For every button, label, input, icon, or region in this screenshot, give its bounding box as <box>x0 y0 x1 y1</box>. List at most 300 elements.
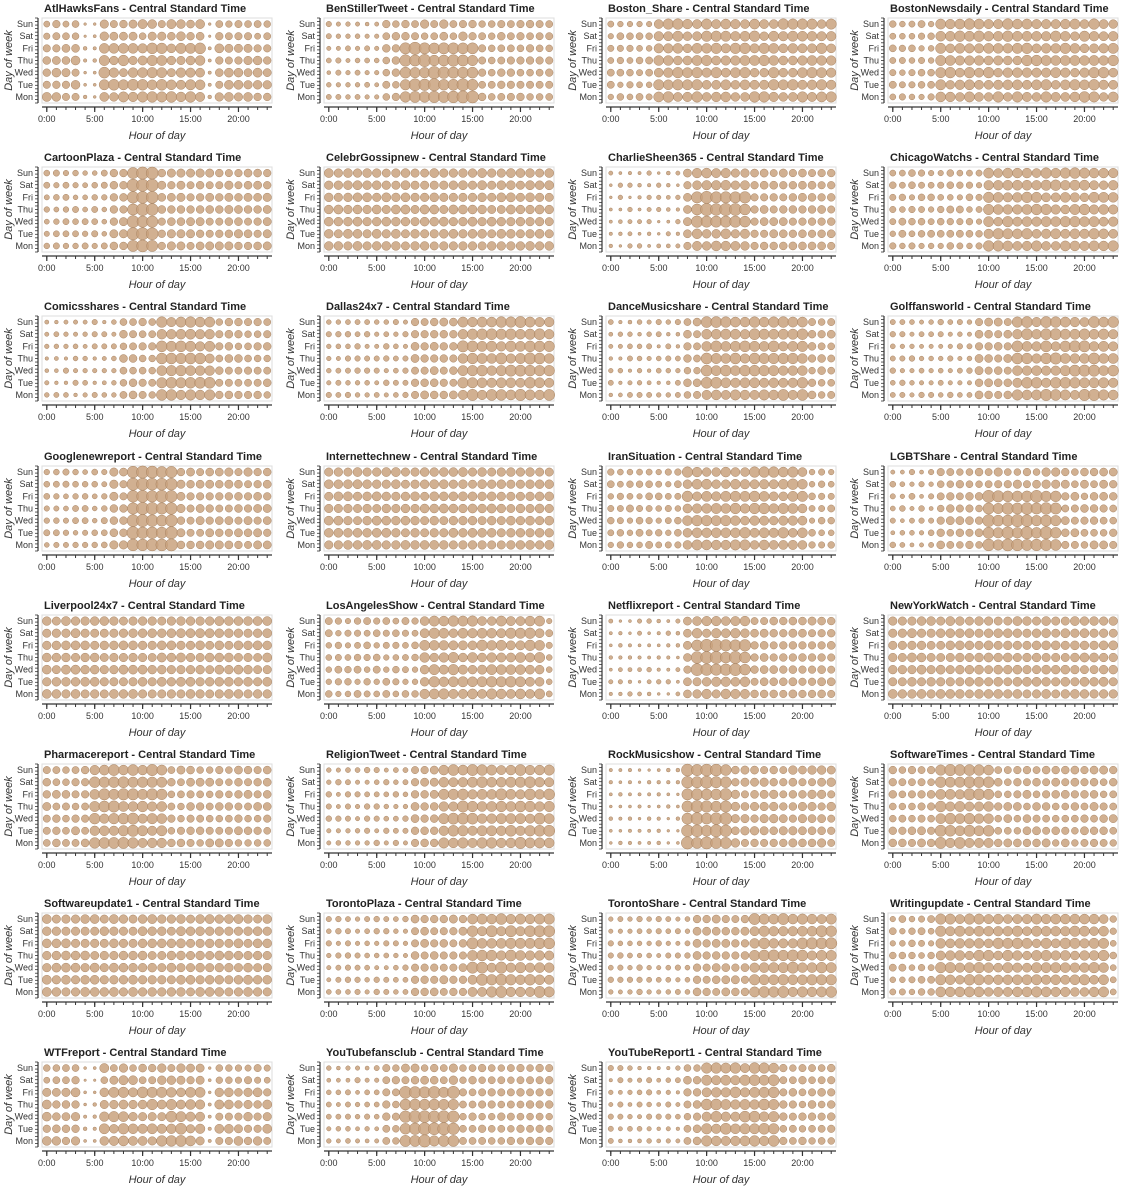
data-bubble <box>994 169 1003 178</box>
data-bubble <box>382 242 391 251</box>
data-bubble <box>928 170 934 176</box>
data-bubble <box>789 677 797 685</box>
data-bubble <box>1080 468 1088 476</box>
data-bubble <box>54 207 59 212</box>
data-bubble <box>740 491 750 501</box>
x-tick-label: 5:00 <box>649 412 668 423</box>
data-bubble <box>828 541 835 548</box>
data-bubble <box>506 689 515 698</box>
data-bubble <box>1013 205 1023 215</box>
data-bubble <box>676 619 680 623</box>
data-bubble <box>993 80 1002 89</box>
data-bubble <box>420 652 430 662</box>
data-bubble <box>1081 541 1088 548</box>
data-bubble <box>1109 342 1118 351</box>
data-bubble <box>1079 204 1090 215</box>
data-bubble <box>186 366 196 376</box>
data-bubble <box>401 230 409 238</box>
data-bubble <box>628 183 633 188</box>
data-bubble <box>139 368 146 375</box>
data-bubble <box>363 181 372 190</box>
x-axis-label: Hour of day <box>974 130 1032 142</box>
y-tick-label: Sat <box>19 628 33 639</box>
data-bubble <box>73 493 79 499</box>
data-bubble <box>363 169 372 178</box>
data-bubble <box>206 230 213 237</box>
data-bubble <box>1032 480 1040 488</box>
data-bubble <box>984 665 992 673</box>
data-bubble <box>1050 353 1061 364</box>
data-bubble <box>957 195 963 201</box>
data-bubble <box>458 467 467 476</box>
data-bubble <box>263 45 271 53</box>
data-bubble <box>673 43 683 53</box>
data-bubble <box>147 802 156 811</box>
y-tick-label: Mon <box>297 91 315 102</box>
data-bubble <box>185 92 196 103</box>
data-bubble <box>740 55 750 65</box>
data-bubble <box>789 182 797 190</box>
data-bubble <box>799 218 807 226</box>
data-bubble <box>92 243 98 249</box>
data-bubble <box>957 344 963 350</box>
data-bubble <box>53 779 60 786</box>
data-bubble <box>827 218 835 226</box>
data-bubble <box>206 803 213 810</box>
data-bubble <box>818 169 826 177</box>
data-bubble <box>890 481 896 487</box>
data-bubble <box>731 31 741 41</box>
data-bubble <box>608 94 614 100</box>
data-bubble <box>929 332 934 337</box>
data-bubble <box>487 217 496 226</box>
data-bubble <box>545 57 552 64</box>
chart-title: Internettechnew - Central Standard Time <box>326 450 538 463</box>
data-bubble <box>1003 665 1012 674</box>
data-bubble <box>760 194 768 202</box>
data-bubble <box>459 516 468 525</box>
data-bubble <box>1050 180 1061 191</box>
data-bubble <box>459 242 468 251</box>
data-bubble <box>468 480 476 488</box>
data-bubble <box>43 815 50 822</box>
data-bubble <box>365 345 369 349</box>
data-bubble <box>412 667 418 673</box>
data-bubble <box>109 93 118 102</box>
data-bubble <box>517 69 524 76</box>
data-bubble <box>627 356 632 361</box>
x-tick-label: 10:00 <box>413 710 436 721</box>
data-bubble <box>809 492 816 499</box>
data-bubble <box>336 357 340 361</box>
data-bubble <box>1022 217 1032 227</box>
data-bubble <box>138 677 147 686</box>
data-bubble <box>778 329 788 339</box>
data-bubble <box>63 368 69 374</box>
x-tick-label: 15:00 <box>743 263 766 274</box>
data-bubble <box>254 45 262 53</box>
data-bubble <box>129 653 138 662</box>
data-bubble <box>545 193 553 201</box>
data-bubble <box>788 540 797 549</box>
data-bubble <box>111 393 116 398</box>
data-bubble <box>120 528 128 536</box>
data-bubble <box>327 381 332 386</box>
data-bubble <box>334 169 343 178</box>
data-bubble <box>937 528 945 536</box>
data-bubble <box>225 516 233 524</box>
data-bubble <box>1050 329 1061 340</box>
data-bubble <box>100 677 109 686</box>
data-bubble <box>937 516 945 524</box>
data-bubble <box>1032 689 1041 698</box>
x-tick-label: 20:00 <box>227 710 250 721</box>
data-bubble <box>798 366 808 376</box>
data-bubble <box>1061 205 1070 214</box>
data-bubble <box>1013 379 1022 388</box>
data-bubble <box>1050 502 1061 513</box>
data-bubble <box>196 230 204 238</box>
data-bubble <box>525 677 534 686</box>
data-bubble <box>1002 19 1013 30</box>
data-bubble <box>120 343 127 350</box>
data-bubble <box>498 20 505 27</box>
data-bubble <box>263 468 271 476</box>
data-bubble <box>798 540 807 549</box>
data-bubble <box>1062 504 1069 511</box>
data-bubble <box>458 330 468 340</box>
data-bubble <box>167 677 176 686</box>
data-bubble <box>535 528 544 537</box>
data-bubble <box>1061 68 1071 78</box>
data-bubble <box>957 243 963 249</box>
data-bubble <box>692 43 702 53</box>
data-bubble <box>1003 653 1012 662</box>
data-bubble <box>1089 217 1099 227</box>
data-bubble <box>936 665 945 674</box>
data-bubble <box>637 320 642 325</box>
data-bubble <box>372 217 381 226</box>
data-bubble <box>711 241 721 251</box>
data-bubble <box>975 677 984 686</box>
data-bubble <box>1108 317 1119 328</box>
data-bubble <box>798 242 806 250</box>
data-bubble <box>721 479 730 488</box>
data-bubble <box>149 368 156 375</box>
data-bubble <box>355 22 359 26</box>
data-bubble <box>497 528 505 536</box>
data-bubble <box>459 217 468 226</box>
data-bubble <box>917 629 926 638</box>
data-bubble <box>263 331 270 338</box>
data-bubble <box>187 766 195 774</box>
data-bubble <box>382 528 391 537</box>
data-bubble <box>946 616 955 625</box>
data-bubble <box>544 366 555 377</box>
data-bubble <box>788 56 797 65</box>
data-bubble <box>945 92 955 102</box>
data-bubble <box>608 505 614 511</box>
data-bubble <box>947 230 954 237</box>
data-bubble <box>985 355 993 363</box>
data-bubble <box>157 366 167 376</box>
y-tick-label: Fri <box>22 490 33 501</box>
data-bubble <box>1052 629 1060 637</box>
data-bubble <box>129 32 137 40</box>
data-bubble <box>684 379 692 387</box>
data-bubble <box>225 230 233 238</box>
data-bubble <box>429 55 440 66</box>
data-bubble <box>937 218 944 225</box>
data-bubble <box>92 320 97 325</box>
data-bubble <box>730 527 740 537</box>
x-tick-label: 0:00 <box>38 412 56 423</box>
data-bubble <box>667 692 670 695</box>
data-bubble <box>129 391 137 399</box>
data-bubble <box>1100 468 1108 476</box>
data-bubble <box>382 480 391 489</box>
data-bubble <box>110 516 118 524</box>
data-bubble <box>411 528 420 537</box>
y-tick-label: Thu <box>299 55 315 66</box>
data-bubble <box>608 542 614 548</box>
data-bubble <box>71 677 80 686</box>
data-bubble <box>355 58 360 63</box>
data-bubble <box>618 21 624 27</box>
data-bubble <box>809 517 815 523</box>
data-bubble <box>900 542 905 547</box>
data-bubble <box>1061 468 1069 476</box>
data-bubble <box>334 467 343 476</box>
data-bubble <box>1022 168 1032 178</box>
data-bubble <box>235 242 243 250</box>
chart-title: CartoonPlaza - Central Standard Time <box>44 152 242 165</box>
data-bubble <box>92 332 97 337</box>
data-bubble <box>244 480 251 487</box>
data-bubble <box>637 542 643 548</box>
data-bubble <box>828 319 835 326</box>
data-bubble <box>808 666 816 674</box>
data-bubble <box>656 332 661 337</box>
data-bubble <box>684 666 692 674</box>
data-bubble <box>993 229 1004 240</box>
data-bubble <box>393 380 398 385</box>
data-bubble <box>515 317 526 328</box>
data-bubble <box>146 228 158 240</box>
data-bubble <box>234 44 242 52</box>
data-bubble <box>808 194 816 202</box>
data-bubble <box>403 320 407 324</box>
data-bubble <box>72 93 79 100</box>
data-bubble <box>1099 181 1108 190</box>
x-tick-label: 5:00 <box>367 114 386 124</box>
data-bubble <box>148 617 157 626</box>
data-bubble <box>72 231 78 237</box>
data-bubble <box>1051 168 1061 178</box>
data-bubble <box>1080 193 1089 202</box>
x-tick-label: 15:00 <box>179 561 202 572</box>
data-bubble <box>1013 56 1022 65</box>
chart-title: Boston_Share - Central Standard Time <box>608 3 810 15</box>
data-bubble <box>759 466 770 477</box>
x-axis-label: Hour of day <box>410 726 468 739</box>
data-bubble <box>138 44 147 53</box>
data-bubble <box>44 33 50 39</box>
data-bubble <box>1098 67 1109 78</box>
data-bubble <box>101 195 107 201</box>
data-bubble <box>324 516 333 525</box>
y-tick-label: Tue <box>863 79 879 90</box>
data-bubble <box>110 492 118 500</box>
data-bubble <box>71 56 80 65</box>
data-bubble <box>536 93 543 100</box>
data-bubble <box>392 504 401 513</box>
data-bubble <box>1070 229 1080 239</box>
data-bubble <box>827 641 835 649</box>
data-bubble <box>1099 354 1109 364</box>
data-bubble <box>975 616 984 625</box>
data-bubble <box>157 802 167 812</box>
x-axis-label: Hour of day <box>692 279 750 292</box>
data-bubble <box>666 244 670 248</box>
data-bubble <box>1022 354 1033 365</box>
data-bubble <box>506 205 515 214</box>
data-bubble <box>382 20 390 28</box>
data-bubble <box>947 529 954 536</box>
data-bubble <box>336 691 342 697</box>
data-bubble <box>139 355 146 362</box>
data-bubble <box>82 231 88 237</box>
data-bubble <box>938 332 943 337</box>
data-bubble <box>176 653 185 662</box>
data-bubble <box>43 802 51 810</box>
data-bubble <box>149 331 156 338</box>
data-bubble <box>1012 341 1023 352</box>
data-bubble <box>45 381 49 385</box>
data-bubble <box>400 67 411 78</box>
data-bubble <box>166 378 177 389</box>
data-bubble <box>534 652 544 662</box>
data-bubble <box>828 666 835 673</box>
data-bubble <box>157 55 167 65</box>
data-bubble <box>92 506 97 511</box>
data-bubble <box>629 196 632 199</box>
data-bubble <box>506 467 515 476</box>
data-bubble <box>516 169 525 178</box>
data-bubble <box>449 218 458 227</box>
data-bubble <box>890 356 895 361</box>
data-bubble <box>770 617 778 625</box>
data-bubble <box>976 505 983 512</box>
data-bubble <box>937 641 945 649</box>
data-bubble <box>325 690 332 697</box>
data-bubble <box>818 367 826 375</box>
data-bubble <box>411 205 419 213</box>
data-bubble <box>382 44 390 52</box>
data-bubble <box>110 206 118 214</box>
data-bubble <box>750 391 759 400</box>
data-bubble <box>628 667 632 671</box>
data-bubble <box>120 182 128 190</box>
data-bubble <box>487 169 496 178</box>
data-bubble <box>496 342 506 352</box>
data-bubble <box>411 504 420 513</box>
data-bubble <box>1070 168 1081 179</box>
data-bubble <box>779 44 788 53</box>
y-tick-label: Tue <box>581 79 597 90</box>
data-bubble <box>167 653 176 662</box>
data-bubble <box>739 341 750 352</box>
data-bubble <box>693 331 700 338</box>
data-bubble <box>225 367 232 374</box>
data-bubble <box>148 32 156 40</box>
data-bubble <box>137 79 148 90</box>
data-bubble <box>929 369 934 374</box>
data-bubble <box>372 528 381 537</box>
data-bubble <box>637 619 641 623</box>
data-bubble <box>458 181 467 190</box>
data-bubble <box>515 354 525 364</box>
data-bubble <box>692 229 702 239</box>
data-bubble <box>439 479 448 488</box>
data-bubble <box>702 342 712 352</box>
data-bubble <box>478 229 487 238</box>
data-bubble <box>429 664 439 674</box>
data-bubble <box>63 468 69 474</box>
data-bubble <box>628 232 632 236</box>
data-bubble <box>702 540 712 550</box>
data-bubble <box>477 391 487 401</box>
chart-title: Dallas24x7 - Central Standard Time <box>326 301 510 314</box>
data-bubble <box>750 19 760 29</box>
data-bubble <box>254 319 262 327</box>
data-bubble <box>628 332 633 337</box>
data-bubble <box>711 378 722 389</box>
data-bubble <box>53 803 60 810</box>
data-bubble <box>129 617 138 626</box>
data-bubble <box>1041 80 1052 91</box>
data-bubble <box>205 653 214 662</box>
data-bubble <box>516 242 525 251</box>
data-bubble <box>1080 677 1089 686</box>
data-bubble <box>655 492 662 499</box>
data-bubble <box>488 21 495 28</box>
data-bubble <box>196 677 205 686</box>
data-bubble <box>345 332 351 338</box>
data-bubble <box>608 320 613 325</box>
data-bubble <box>81 629 89 637</box>
data-bubble <box>345 46 350 51</box>
data-bubble <box>100 32 109 41</box>
data-bubble <box>798 617 806 625</box>
data-bubble <box>195 80 205 90</box>
data-bubble <box>740 67 751 78</box>
data-bubble <box>334 479 343 488</box>
data-bubble <box>617 481 623 487</box>
data-bubble <box>506 317 517 328</box>
data-bubble <box>627 94 633 100</box>
data-bubble <box>263 540 271 548</box>
data-bubble <box>675 381 680 386</box>
data-bubble <box>365 58 370 63</box>
data-bubble <box>637 344 642 349</box>
data-bubble <box>1012 180 1022 190</box>
data-bubble <box>43 766 50 773</box>
data-bubble <box>759 390 769 400</box>
data-bubble <box>346 22 351 27</box>
data-bubble <box>363 230 371 238</box>
data-bubble <box>656 517 662 523</box>
